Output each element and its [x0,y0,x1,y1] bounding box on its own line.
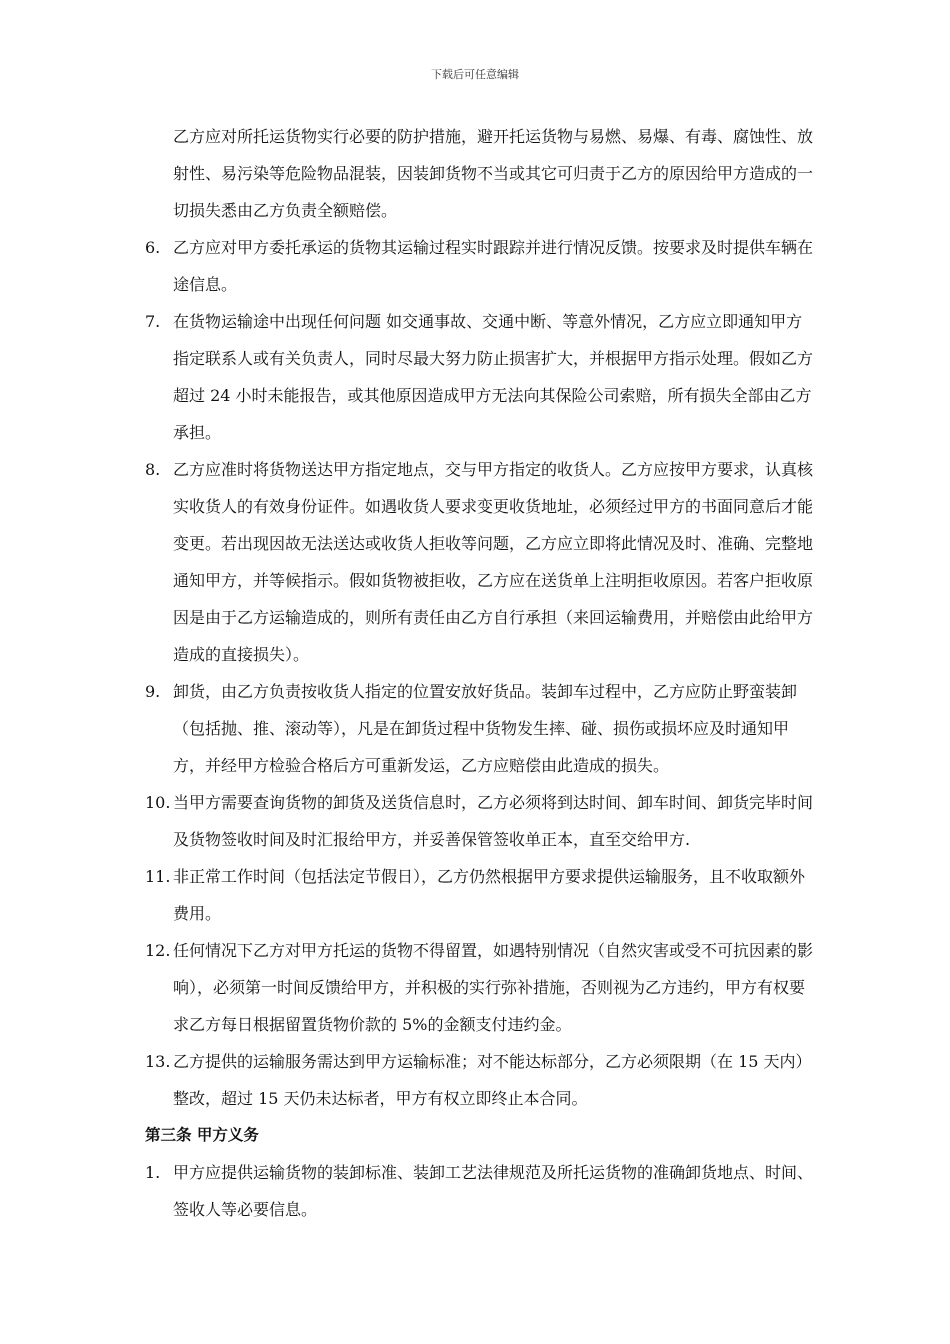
list-item-11 [145,858,813,932]
list-item-10 [145,784,813,858]
section-list-item-1 [145,1154,813,1228]
item-number: 1. [145,1163,161,1182]
list-item-7 [145,303,813,451]
item-number: 11. [145,867,171,886]
item-number: 9. [145,682,161,701]
item-text: 乙方应对甲方委托承运的货物其运输过程实时跟踪并进行情况反馈。按要求及时提供车辆在途信息。 [173,238,814,294]
document-body [145,118,813,1228]
list-item-9 [145,673,813,784]
intro-paragraph: 乙方应对所托运货物实行必要的防护措施，避开托运货物与易燃、易爆、有毒、腐蚀性、放射性、易污染等危险物品混装，因装卸货物不当或其它可归责于乙方的原因给甲方造成的一切损失悉由乙方负责全额赔偿。 [173,127,814,220]
item-text: 在货物运输途中出现任何问题 如交通事故、交通中断、等意外情况，乙方应立即通知甲方指定联系人或有关负责人，同时尽最大努力防止损害扩大，并根据甲方指示处理。假如乙方超过 24 小时未能报告，或其他原因造成甲方无法向其保险公司索赔，所有损失全部由乙方承担。 [173,312,814,442]
item-number: 7. [145,312,161,331]
item-text: 任何情况下乙方对甲方托运的货物不得留置，如遇特别情况（自然灾害或受不可抗因素的影响），必须第一时间反馈给甲方，并积极的实行弥补措施，否则视为乙方违约，甲方有权要求乙方每日根据留置货物价款的 5%的金额支付违约金。 [173,941,814,1034]
list-item-13 [145,1043,813,1117]
section-heading: 第三条 甲方义务 [145,1126,259,1144]
item-text: 非正常工作时间（包括法定节假日），乙方仍然根据甲方要求提供运输服务，且不收取额外费用。 [173,867,806,923]
list-item-8 [145,451,813,673]
list-item-6 [145,229,813,303]
page-header-note: 下载后可任意编辑 [431,68,519,81]
item-text: 当甲方需要查询货物的卸货及送货信息时，乙方必须将到达时间、卸车时间、卸货完毕时间及货物签收时间及时汇报给甲方，并妥善保管签收单正本，直至交给甲方. [173,793,814,849]
item-text: 卸货，由乙方负责按收货人指定的位置安放好货品。装卸车过程中，乙方应防止野蛮装卸（包括抛、推、滚动等），凡是在卸货过程中货物发生摔、碰、损伤或损坏应及时通知甲方，并经甲方检验合格后方可重新发运，乙方应赔偿由此造成的损失。 [173,682,798,775]
item-number: 8. [145,460,161,479]
item-number: 6. [145,238,161,257]
item-text: 乙方提供的运输服务需达到甲方运输标准；对不能达标部分，乙方必须限期（在 15 天内）整改，超过 15 天仍未达标者，甲方有权立即终止本合同。 [173,1052,812,1108]
item-number: 12. [145,941,171,960]
item-number: 10. [145,793,171,812]
item-number: 13. [145,1052,171,1071]
item-text: 甲方应提供运输货物的装卸标准、装卸工艺法律规范及所托运货物的准确卸货地点、时间、签收人等必要信息。 [173,1163,814,1219]
list-item-12 [145,932,813,1043]
item-text: 乙方应准时将货物送达甲方指定地点，交与甲方指定的收货人。乙方应按甲方要求，认真核实收货人的有效身份证件。如遇收货人要求变更收货地址，必须经过甲方的书面同意后才能变更。若出现因故无法送达或收货人拒收等问题，乙方应立即将此情况及时、准确、完整地通知甲方，并等候指示。假如货物被拒收，乙方应在送货单上注明拒收原因。若客户拒收原因是由于乙方运输造成的，则所有责任由乙方自行承担（来回运输费用，并赔偿由此给甲方造成的直接损失）。 [173,460,814,664]
